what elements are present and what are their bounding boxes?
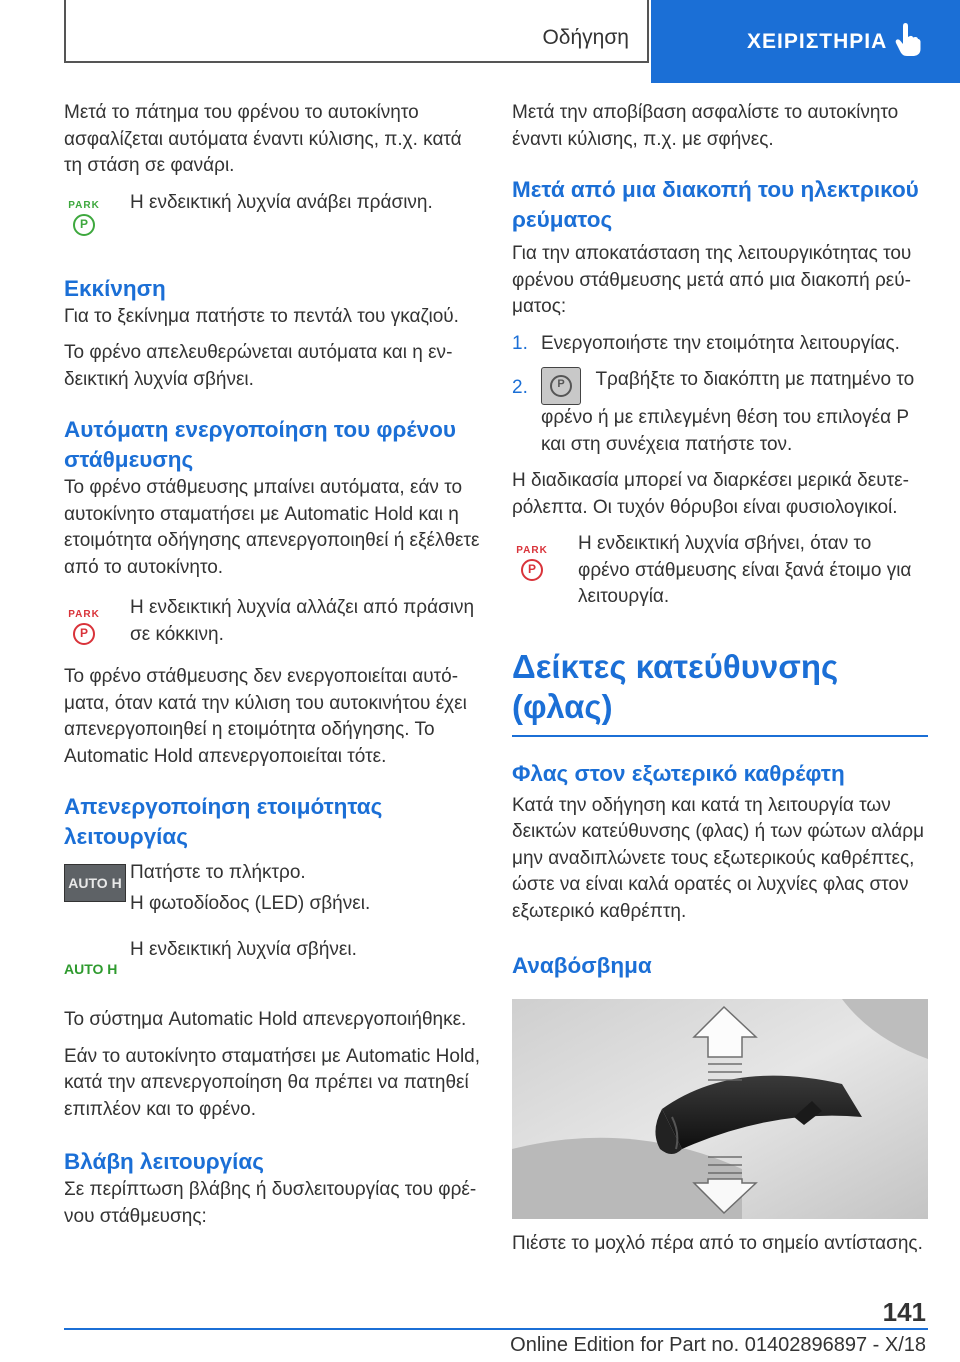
paragraph: Το φρένο στάθμευσης μπαίνει αυτόματα, εάν το αυτοκίνητο σταματήσει με Automatic Hold και η ετοιμότητα οδήγησης απενεργοποιηθεί ή εξέλθετε από το αυτοκίνητο. bbox=[64, 477, 480, 578]
heading-rule bbox=[512, 735, 928, 737]
paragraph: Σε περίπτωση βλάβης ή δυσλειτουργίας του φρένου στάθμευσης: bbox=[64, 1179, 477, 1227]
footer-rule bbox=[64, 1328, 928, 1330]
paragraph: Για το ξεκίνημα πατήστε το πεντάλ του γκαζιού. bbox=[64, 305, 459, 327]
autoh-step-1: Πατήστε το πλήκτρο. bbox=[130, 862, 306, 883]
heading-turn-signals: Δείκτες κατεύθυνσης (φλας) bbox=[512, 647, 839, 725]
park-red-lamp-icon: PARK P bbox=[512, 545, 552, 581]
park-green-lamp-icon: PARK P bbox=[64, 200, 104, 236]
paragraph: Το φρένο απελευθερώνεται αυτόματα και η ενδεικτική λυχνία σβήνει. bbox=[64, 342, 453, 390]
heading-auto-engage: Αυτόματη ενεργοποίηση του φρένου στάθμευσης bbox=[64, 417, 456, 472]
autoh-lamp-note bbox=[64, 937, 482, 977]
paragraph: Το σύστημα Automatic Hold απενεργοποιήθηκε. bbox=[64, 1009, 467, 1030]
header-chapter-title: ΧΕΙΡΙΣΤΗΡΙΑ bbox=[747, 30, 888, 53]
park-green-note bbox=[64, 190, 482, 236]
park-red-note bbox=[64, 595, 482, 648]
steps-list bbox=[512, 331, 928, 459]
parking-brake-switch-icon: P bbox=[541, 367, 581, 405]
list-item: 1. Ενεργοποιήστε την ετοιμότητα λειτουργίας. bbox=[512, 332, 900, 354]
paragraph: Το φρένο στάθμευσης δεν ενεργοποιείται αυτόματα, όταν κατά την κύλιση του αυτοκινήτου έχει απενεργοποιηθεί η ετοιμότητα οδήγησης. Το Automatic Hold απενεργοποιείται τότε. bbox=[64, 666, 467, 767]
paragraph: Μετά το πάτημα του φρένου το αυτοκίνητο ασφαλίζεται αυτόματα έναντι κύλισης, π.χ. κατά τη στάση σε φανάρι. bbox=[64, 102, 462, 176]
header-section-title: Οδήγηση bbox=[542, 26, 629, 49]
park-red-note-right bbox=[512, 531, 928, 611]
park-green-text: Η ενδεικτική λυχνία ανάβει πράσινη. bbox=[130, 191, 433, 213]
park-red-ready-text: Η ενδεικτική λυχνία σβήνει, όταν το φρένο στάθμευσης είναι ξανά έτοιμο για λειτουργία. bbox=[578, 533, 912, 607]
page-number: 141 bbox=[882, 1297, 926, 1327]
turn-signal-lever-image bbox=[512, 999, 928, 1219]
paragraph: Η διαδικασία μπορεί να διαρκέσει μερικά δευτερόλεπτα. Οι τυχόν θόρυβοι είναι φυσιολογικοί. bbox=[512, 470, 909, 518]
heading-flashing: Αναβόσβημα bbox=[512, 953, 652, 978]
auto-h-button-icon: AUTO H bbox=[64, 864, 126, 902]
auto-h-lamp-icon: AUTO H bbox=[64, 961, 118, 977]
heading-deactivate: Απενεργοποίηση ετοιμότητας λειτουργίας bbox=[64, 794, 383, 849]
park-red-text: Η ενδεικτική λυχνία αλλάζει από πράσινη σε κόκκινη. bbox=[130, 597, 475, 645]
heading-mirror-indicator: Φλας στον εξωτερικό καθρέφτη bbox=[512, 760, 845, 786]
header-section-box bbox=[64, 0, 649, 63]
paragraph: Κατά την οδήγηση και κατά τη λειτουργία των δεικτών κατεύθυνσης (φλας) ή των φώτων αλάρμ μην αναδιπλώνετε τους εξωτερικούς καθρέπτες, ώστε να είναι καλά ορατές οι λυχνίες φλας στον εξωτερικό καθρέπτη. bbox=[512, 794, 925, 922]
heading-start: Εκκίνηση bbox=[64, 275, 166, 301]
autoh-lamp-text: Η ενδεικτική λυχνία σβήνει. bbox=[130, 939, 357, 960]
heading-fault: Βλάβη λειτουργίας bbox=[64, 1149, 264, 1174]
park-red-lamp-icon: PARK P bbox=[64, 609, 104, 645]
heading-power-interruption: Μετά από μια διακοπή του ηλεκτρικού ρεύματος bbox=[512, 177, 919, 232]
autoh-step-2: Η φωτοδίοδος (LED) σβήνει. bbox=[130, 892, 371, 914]
header-chapter-tab bbox=[651, 0, 960, 83]
paragraph: Εάν το αυτοκίνητο σταματήσει με Automatic Hold, κατά την απενεργοποίηση θα πρέπει να πατηθεί επιπλέον και το φρένο. bbox=[64, 1045, 481, 1120]
paragraph: Μετά την αποβίβαση ασφαλίστε το αυτοκίνητο έναντι κύλισης, π.χ. με σφήνες. bbox=[512, 102, 899, 150]
right-column bbox=[512, 100, 928, 1258]
turn-signal-lever-illustration bbox=[512, 999, 928, 1219]
autoh-button-note bbox=[64, 860, 482, 917]
list-item: 2. P Τραβήξτε το διακόπτη με πατημένο το φρένο ή με επιλεγμένη θέση του επιλογέα P και στη συνέχεια πατήστε τον. bbox=[512, 369, 915, 455]
left-column bbox=[64, 100, 482, 1230]
image-caption: Πιέστε το μοχλό πέρα από το σημείο αντίστασης. bbox=[512, 1233, 923, 1254]
pointing-hand-icon bbox=[895, 23, 921, 57]
paragraph: Για την αποκατάσταση της λειτουργικότητας του φρένου στάθμευσης μετά από μια διακοπή ρεύματος: bbox=[512, 243, 912, 317]
footer-edition: Online Edition for Part no. 01402896897 - X/18 bbox=[510, 1334, 926, 1356]
